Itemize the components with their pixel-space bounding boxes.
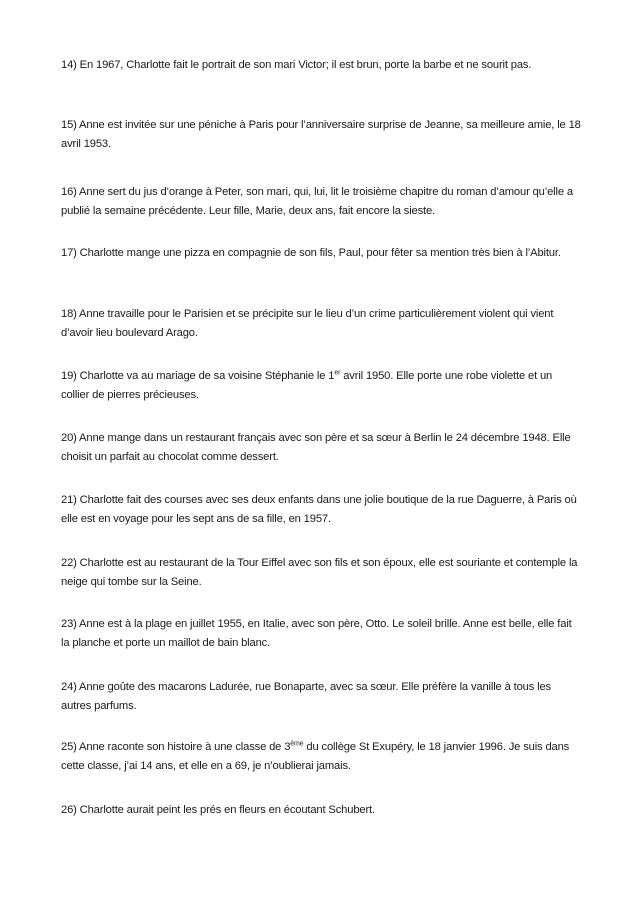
- item-19-superscript: er: [334, 369, 341, 377]
- item-17: 17) Charlotte mange une pizza en compagnie de son fils, Paul, pour fêter sa mention très bien à l’Abitur.: [61, 247, 561, 259]
- item-26: 26) Charlotte aurait peint les prés en fleurs en écoutant Schubert.: [61, 804, 375, 816]
- item-25: [61, 738, 581, 776]
- item-16: 16) Anne sert du jus d’orange à Peter, son mari, qui, lui, lit le troisième chapitre du roman d’amour qu’elle a publié la semaine précédente. Leur fille, Marie, deux ans, fait encore la sieste.: [61, 186, 573, 217]
- item-25-text-b: du collège St Exupéry, le 18 janvier 1996. Je suis dans cette classe, j’ai 14 ans, et elle en a 69, je n’oublierai jamais.: [61, 741, 570, 772]
- item-15: 15) Anne est invitée sur une péniche à Paris pour l’anniversaire surprise de Jeanne, sa meilleure amie, le 18 avril 1953.: [61, 119, 581, 150]
- item-22: 22) Charlotte est au restaurant de la Tour Eiffel avec son fils et son époux, elle est souriante et contemple la neige qui tombe sur la Seine.: [61, 557, 578, 588]
- item-19: [61, 367, 581, 405]
- item-19-text-b: avril 1950. Elle porte une robe violette et un collier de pierres précieuses.: [61, 370, 553, 401]
- item-19-text-a: 19) Charlotte va au mariage de sa voisine Stéphanie le 1: [61, 370, 335, 382]
- item-14: 14) En 1967, Charlotte fait le portrait de son mari Victor; il est brun, porte la barbe et ne sourit pas.: [61, 59, 532, 71]
- item-20: 20) Anne mange dans un restaurant français avec son père et sa sœur à Berlin le 24 décembre 1948. Elle choisit un parfait au chocolat comme dessert.: [61, 432, 571, 463]
- item-23: 23) Anne est à la plage en juillet 1955, en Italie, avec son père, Otto. Le soleil brille. Anne est belle, elle fait la planche et porte un maillot de bain blanc.: [61, 618, 572, 649]
- item-25-superscript: ème: [290, 740, 304, 748]
- item-18: 18) Anne travaille pour le Parisien et se précipite sur le lieu d’un crime particulièrement violent qui vient d’avoir lieu boulevard Arago.: [61, 308, 554, 339]
- item-25-text-a: 25) Anne raconte son histoire à une classe de 3: [61, 741, 291, 753]
- item-24: 24) Anne goûte des macarons Ladurée, rue Bonaparte, avec sa sœur. Elle préfère la vanille à tous les autres parfums.: [61, 681, 551, 712]
- item-21: 21) Charlotte fait des courses avec ses deux enfants dans une jolie boutique de la rue Daguerre, à Paris où elle est en voyage pour les sept ans de sa fille, en 1957.: [61, 494, 577, 525]
